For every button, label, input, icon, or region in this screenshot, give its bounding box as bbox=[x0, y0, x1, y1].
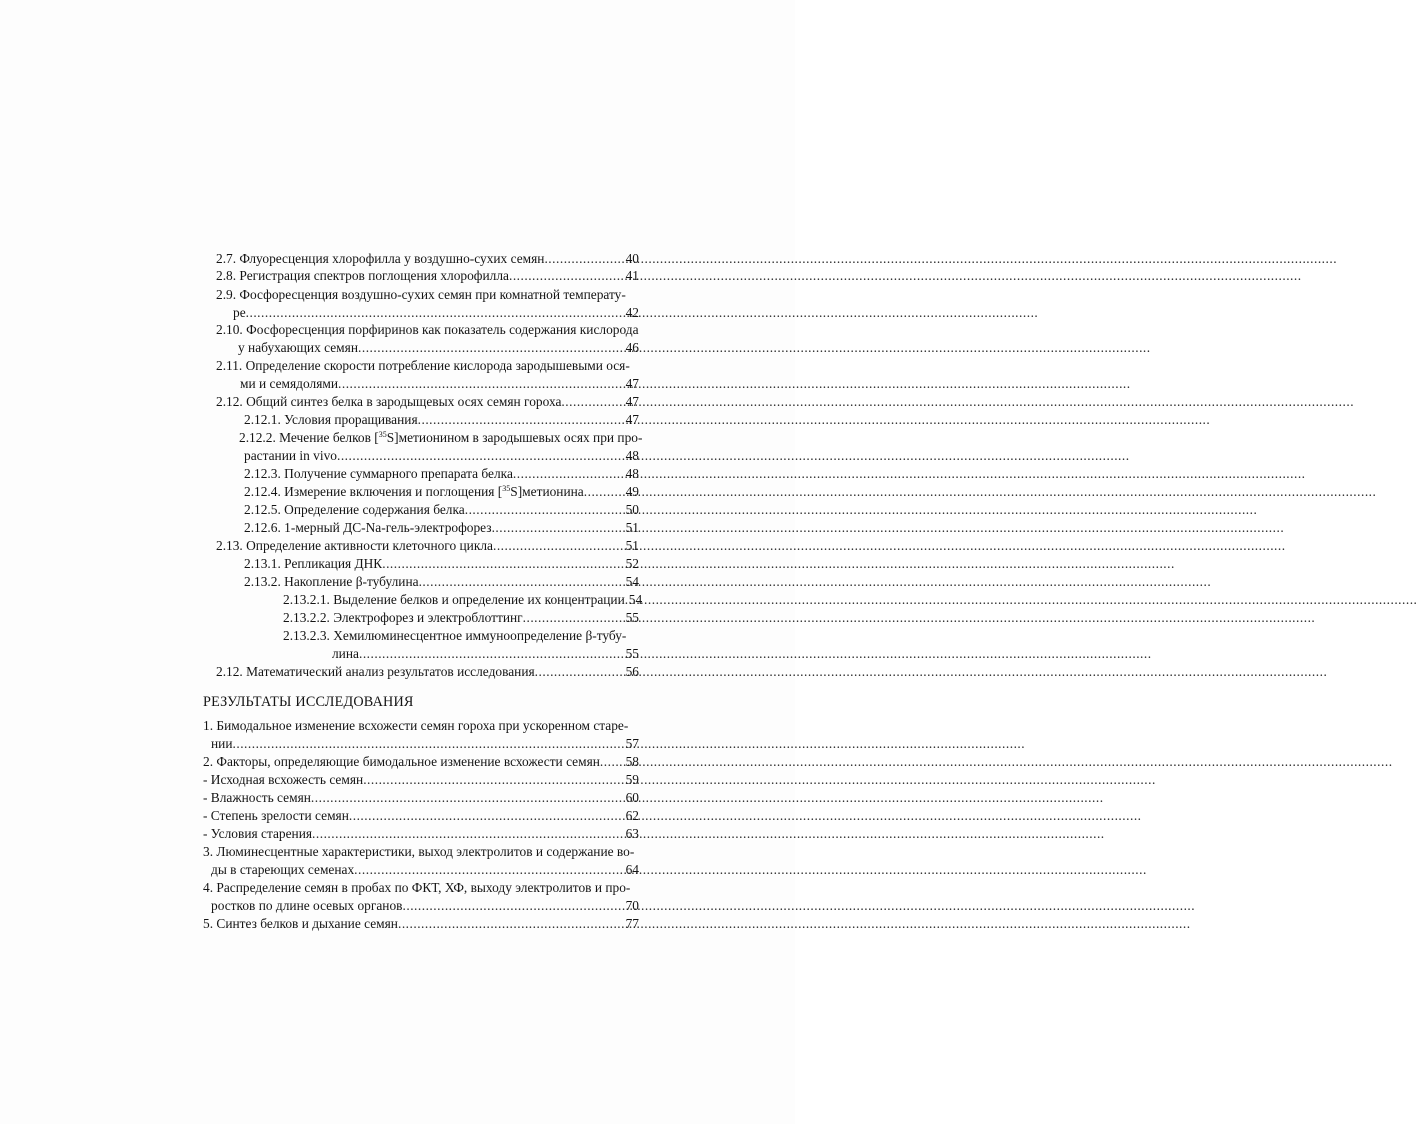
toc-entry-page: 56 bbox=[625, 664, 639, 679]
toc-entry-title: 2.12.2. Мечение белков [ bbox=[239, 430, 379, 445]
toc-entry-title: 2.13.1. Репликация ДНК bbox=[244, 556, 383, 571]
toc-entry bbox=[332, 645, 639, 663]
toc-entry-page: 48 bbox=[625, 466, 639, 481]
toc-entry-page: 46 bbox=[625, 340, 639, 355]
toc-entry bbox=[211, 861, 639, 879]
toc-entry-line: 2.13.2.3. Хемилюминесцентное иммуноопределение β-тубу- bbox=[283, 628, 627, 643]
toc-entry-page: 70 bbox=[625, 898, 639, 913]
leader-dots bbox=[513, 465, 626, 483]
toc-entry bbox=[216, 393, 639, 411]
isotope-superscript: 35 bbox=[378, 430, 387, 439]
toc-entry bbox=[203, 771, 639, 789]
toc-entry-page: 50 bbox=[625, 502, 639, 517]
toc-entry bbox=[216, 267, 639, 285]
leader-dots bbox=[523, 609, 626, 627]
toc-entry-title: 2.12.5. Определение содержания белка bbox=[244, 502, 465, 517]
toc-entry-page: 51 bbox=[625, 520, 639, 535]
leader-dots bbox=[419, 573, 626, 591]
toc-entry-title: 2.12.6. 1-мерный ДС-Na-гель-электрофорез bbox=[244, 520, 492, 535]
leader-dots bbox=[233, 735, 626, 753]
toc-entry-page: 41 bbox=[625, 268, 639, 283]
toc-entry-page: 59 bbox=[625, 772, 639, 787]
toc-entry-title: лина bbox=[332, 646, 359, 661]
leader-dots bbox=[312, 825, 626, 843]
toc-entry-line: 4. Распределение семян в пробах по ФКТ, ХФ, выходу электролитов и про- bbox=[203, 880, 631, 895]
leader-dots bbox=[338, 375, 626, 393]
toc-entry-line bbox=[239, 429, 642, 447]
leader-dots bbox=[311, 789, 626, 807]
toc-entry bbox=[240, 375, 639, 393]
toc-entry-title: ды в стареющих семенах bbox=[211, 862, 355, 877]
toc-entry-page: 77 bbox=[625, 916, 639, 931]
toc-entry-line: 3. Люминесцентные характеристики, выход электролитов и содержание во- bbox=[203, 844, 635, 859]
toc-entry-title: - Исходная всхожесть семян bbox=[203, 772, 364, 787]
toc-entry-page: 63 bbox=[625, 826, 639, 841]
toc-entry-page: 42 bbox=[625, 305, 639, 320]
toc-entry-title: 2.8. Регистрация спектров поглощения хлорофилла bbox=[216, 268, 509, 283]
leader-dots bbox=[359, 645, 626, 663]
toc-entry-page: 54 bbox=[625, 574, 639, 589]
toc-entry bbox=[233, 304, 639, 322]
toc-entry bbox=[203, 825, 639, 843]
toc-entry bbox=[211, 735, 639, 753]
toc-entry-page: 62 bbox=[625, 808, 639, 823]
toc-entry bbox=[203, 753, 639, 771]
leader-dots bbox=[584, 483, 626, 501]
toc-entry-title: 2.13.2.2. Электрофорез и электроблоттинг bbox=[283, 610, 523, 625]
toc-entry-title: ростков по длине осевых органов bbox=[211, 898, 403, 913]
toc-entry-page: 47 bbox=[625, 394, 639, 409]
leader-dots bbox=[465, 501, 626, 519]
toc-entry-title-cont: S]метионина bbox=[510, 484, 584, 499]
leader-dots bbox=[418, 411, 626, 429]
toc-entry-page: 55 bbox=[625, 646, 639, 661]
toc-entry bbox=[244, 465, 639, 483]
leader-dots bbox=[535, 663, 626, 681]
leader-dots bbox=[509, 267, 626, 285]
toc-entry-title: ре bbox=[233, 305, 246, 320]
toc-entry-title: 2.12.1. Условия проращивания bbox=[244, 412, 418, 427]
section-heading-results: РЕЗУЛЬТАТЫ ИССЛЕДОВАНИЯ bbox=[203, 694, 414, 710]
toc-entry-page: 58 bbox=[625, 754, 639, 769]
toc-entry-line: 1. Бимодальное изменение всхожести семян гороха при ускоренном старе- bbox=[203, 718, 629, 733]
toc-entry-title: 2.13. Определение активности клеточного цикла bbox=[216, 538, 493, 553]
toc-entry-line: 2.9. Фосфоресценция воздушно-сухих семян при комнатной температу- bbox=[216, 287, 626, 302]
leader-dots bbox=[403, 897, 626, 915]
toc-entry-page: 52 bbox=[625, 556, 639, 571]
leader-dots bbox=[358, 339, 626, 357]
leader-dots bbox=[561, 393, 625, 411]
toc-entry-title-cont: S]метионином в зародышевых осях при про- bbox=[386, 430, 643, 445]
leader-dots bbox=[382, 555, 625, 573]
leader-dots bbox=[337, 447, 626, 465]
toc-entry-title: ми и семядолями bbox=[240, 376, 338, 391]
toc-entry bbox=[203, 915, 639, 933]
leader-dots bbox=[354, 861, 625, 879]
toc-entry bbox=[244, 573, 639, 591]
toc-entry bbox=[211, 897, 639, 915]
leader-dots bbox=[246, 304, 626, 322]
toc-entry-page: 60 bbox=[625, 790, 639, 805]
toc-entry-title: 2.12.4. Измерение включения и поглощения [ bbox=[244, 484, 503, 499]
toc-entry-page: 57 bbox=[625, 736, 639, 751]
toc-entry-title: 5. Синтез белков и дыхание семян bbox=[203, 916, 398, 931]
toc-entry-title: 2.12. Математический анализ результатов исследования bbox=[216, 664, 535, 679]
toc-entry-title: - Степень зрелости семян bbox=[203, 808, 349, 823]
toc-entry-title: - Влажность семян bbox=[203, 790, 311, 805]
leader-dots bbox=[600, 753, 626, 771]
toc-entry bbox=[203, 807, 639, 825]
toc-entry-title: 2. Факторы, определяющие бимодальное изменение всхожести семян bbox=[203, 754, 600, 769]
toc-entry-title: - Условия старения bbox=[203, 826, 313, 841]
toc-entry-title: нии bbox=[211, 736, 233, 751]
toc-entry bbox=[203, 789, 639, 807]
isotope-superscript: 35 bbox=[502, 484, 511, 493]
toc-entry bbox=[244, 483, 639, 501]
toc-entry-page: 48 bbox=[625, 448, 639, 463]
toc-entry bbox=[283, 609, 639, 627]
leader-dots bbox=[493, 537, 626, 555]
toc-entry-page: 49 bbox=[625, 484, 639, 499]
toc-entry-page: 40 bbox=[625, 251, 639, 266]
leader-dots bbox=[544, 250, 625, 268]
toc-entry-page: 47 bbox=[625, 412, 639, 427]
leader-dots bbox=[492, 519, 626, 537]
toc-entry bbox=[216, 250, 639, 268]
toc-entry-page: 64 bbox=[625, 862, 639, 877]
toc-entry bbox=[238, 339, 639, 357]
toc-entry bbox=[216, 663, 639, 681]
toc-entry-page: 54 bbox=[628, 592, 643, 607]
toc-entry bbox=[244, 555, 639, 573]
toc-entry bbox=[244, 519, 639, 537]
toc-entry-page: 51 bbox=[625, 538, 639, 553]
toc-entry-title: 2.13.2.1. Выделение белков и определение их концентрации bbox=[283, 592, 625, 607]
toc-entry-title-group bbox=[244, 483, 584, 501]
toc-entry bbox=[283, 591, 643, 609]
toc-entry-title: 2.12. Общий синтез белка в зародыщевых осях семян гороха bbox=[216, 394, 562, 409]
toc-entry-title: 2.13.2. Накопление β-тубулина bbox=[244, 574, 419, 589]
toc-entry-title: у набухающих семян bbox=[238, 340, 358, 355]
toc-entry-line: 2.10. Фосфоресценция порфиринов как показатель содержания кислорода bbox=[216, 322, 639, 337]
leader-dots bbox=[398, 915, 626, 933]
toc-entry bbox=[216, 537, 639, 555]
toc-entry-title: растании in vivo bbox=[244, 448, 337, 463]
toc-entry-title: 2.12.3. Получение суммарного препарата белка bbox=[244, 466, 513, 481]
leader-dots bbox=[349, 807, 626, 825]
toc-entry bbox=[244, 411, 639, 429]
leader-dots bbox=[363, 771, 625, 789]
toc-entry-title: 2.7. Флуоресценция хлорофилла у воздушно-сухих семян bbox=[216, 251, 545, 266]
toc-entry bbox=[244, 447, 639, 465]
toc-entry-line: 2.11. Определение скорости потребление кислорода зародышевыми ося- bbox=[216, 358, 630, 373]
toc-entry-page: 55 bbox=[625, 610, 639, 625]
toc-entry-page: 47 bbox=[625, 376, 639, 391]
toc-entry bbox=[244, 501, 639, 519]
